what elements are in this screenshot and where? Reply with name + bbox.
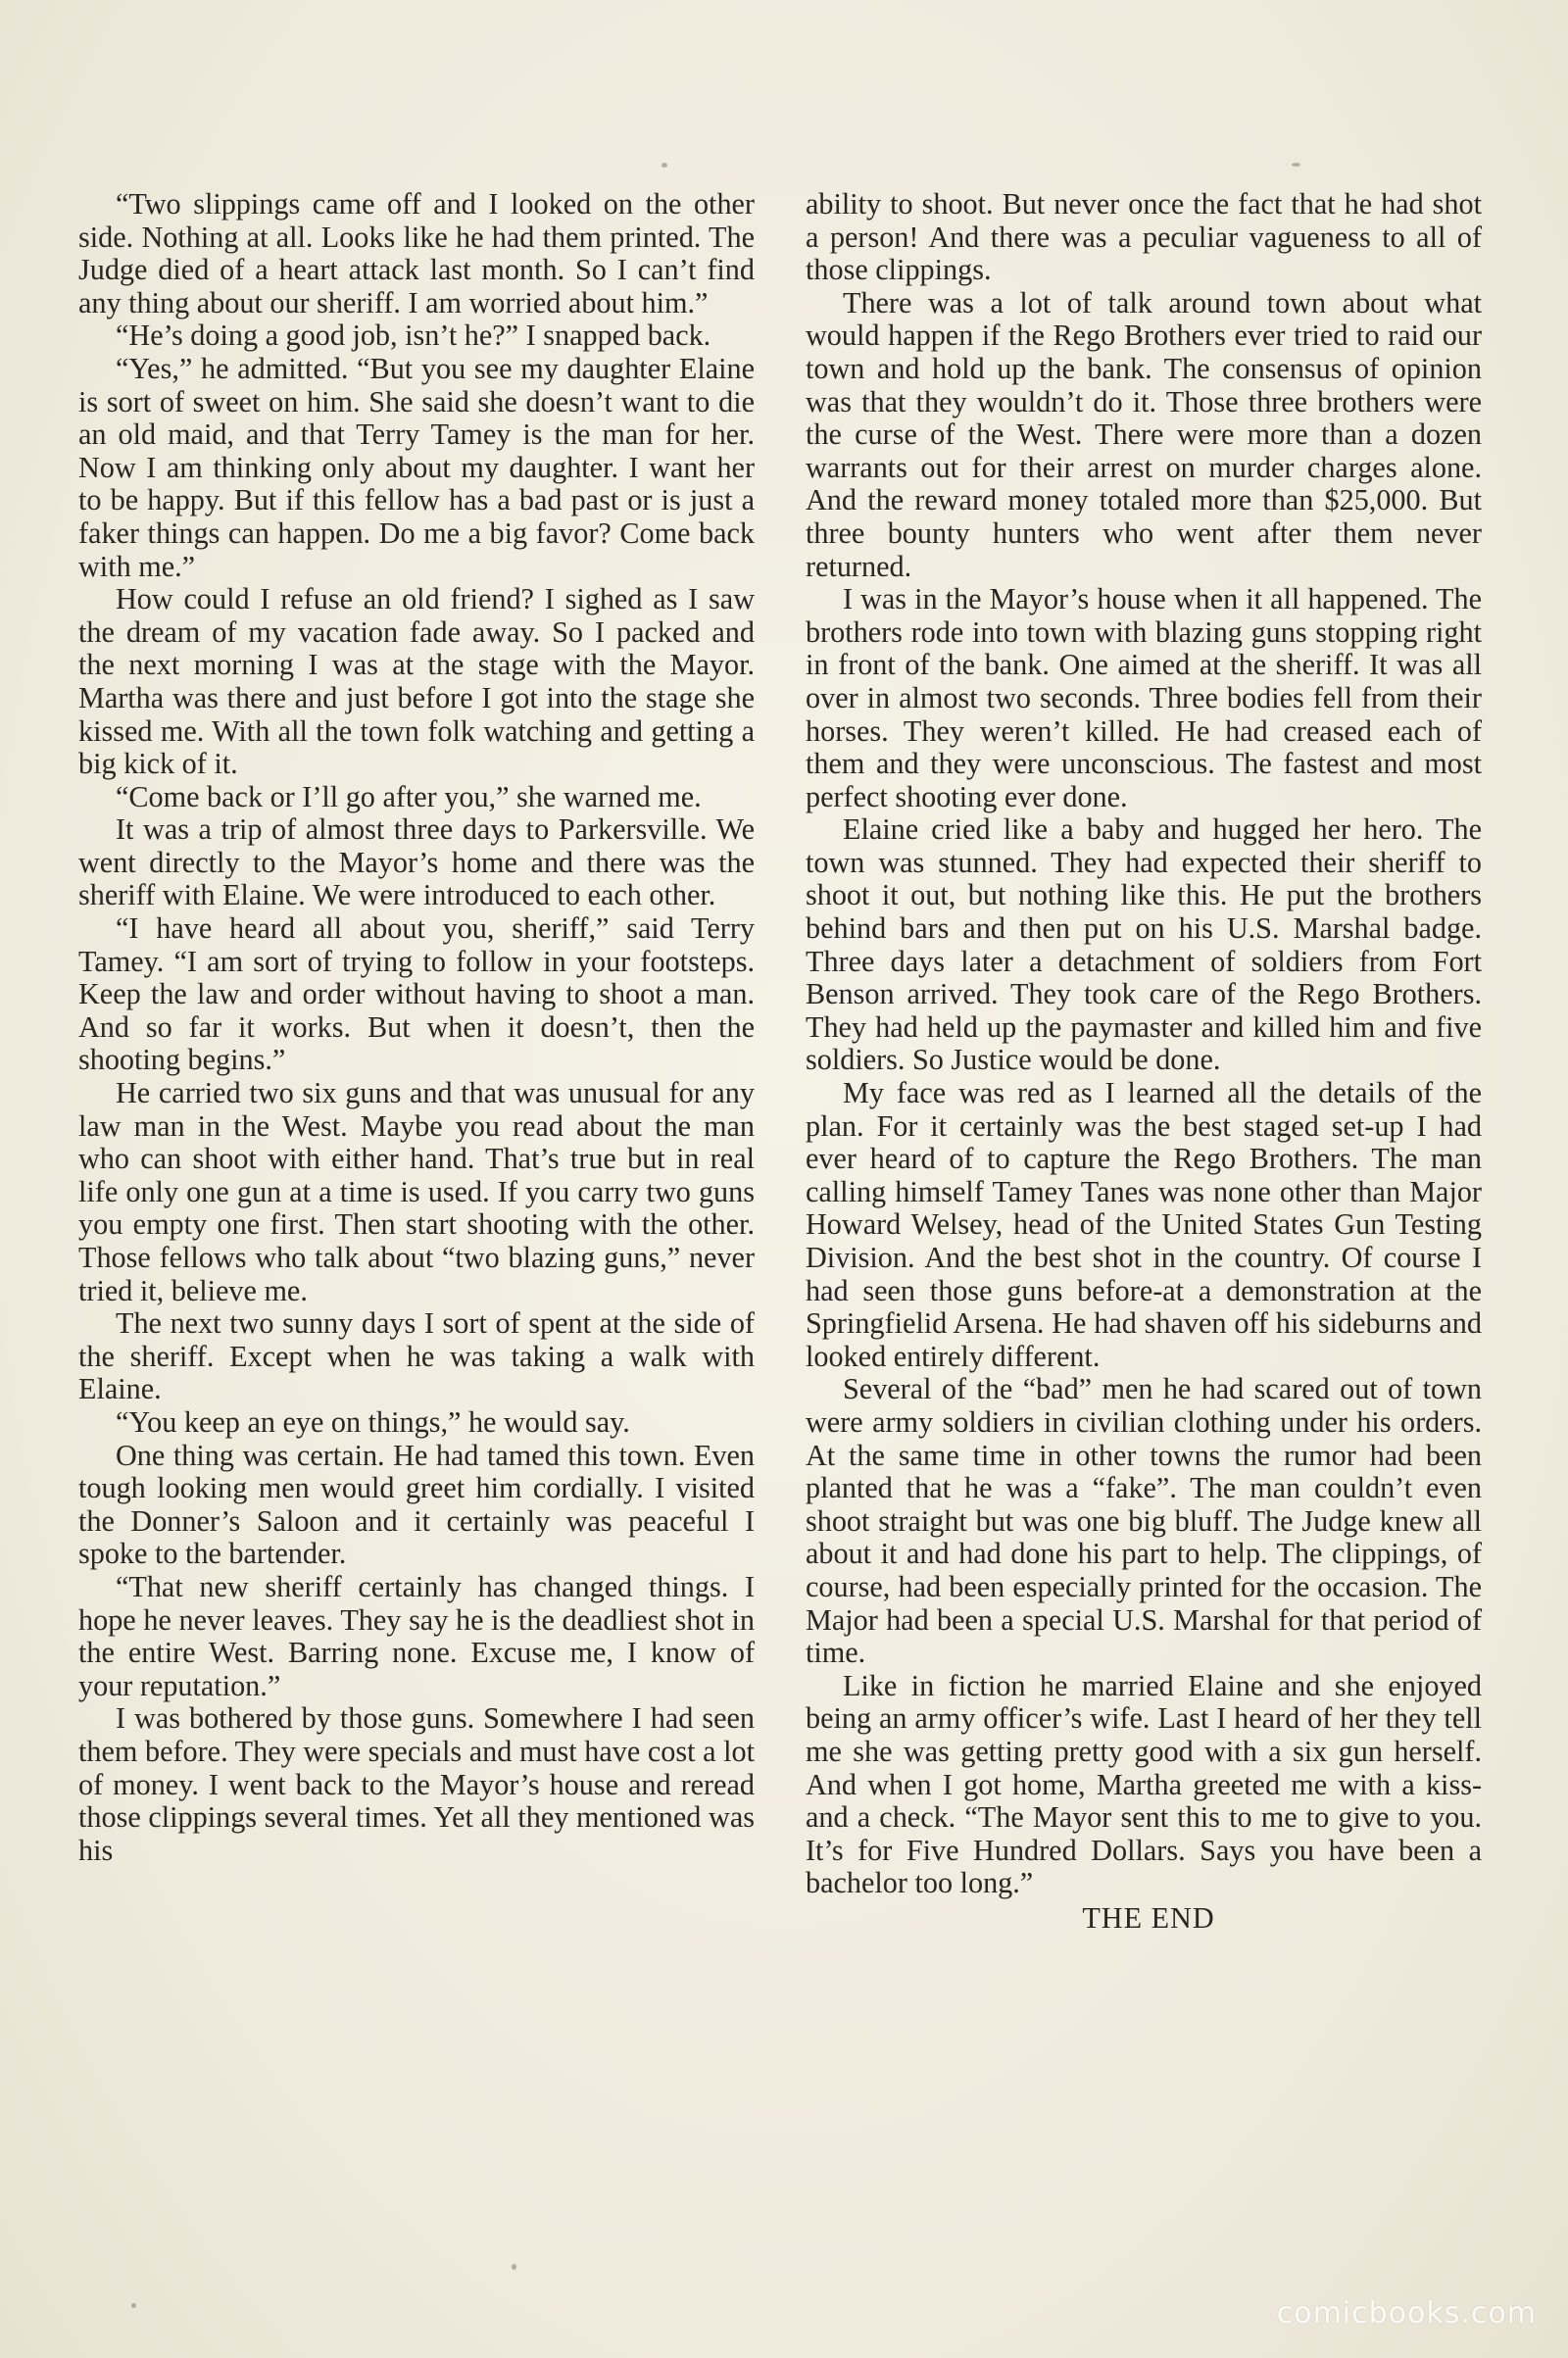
paragraph: “He’s doing a good job, isn’t he?” I snapped back. [116,319,711,353]
paragraph: Several of the “bad” men he had scared out of town were army soldiers in civilian clothing under his orders. At the same time in other towns the rumor had been planted that he was a “fake”. The man couldn’t even shoot straight but was one big bluff. The Judge knew all about it and had done his part to help. The clippings, of course, had been especially printed for the occasion. The Major had been a special U.S. Marshal for that period of time. [806,1372,1482,1670]
paper-speck [131,2303,136,2308]
paragraph: Like in fiction he married Elaine and she enjoyed being an army officer’s wife. Last I heard of her they tell me she was getting pretty good with a six gun herself. And when I got home, Martha greeted me with a kiss-and a check. “The Mayor sent this to me to give to you. It’s for Five Hundred Dollars. Says you have been a bachelor too long.” [806,1668,1482,1900]
paragraph: “I have heard all about you, sheriff,” said Terry Tamey. “I am sort of trying to follow in your footsteps. Keep the law and order without having to shoot a man. And so far it works. But when it doesn’t, then the shooting begins.” [78,911,755,1077]
paragraph: “Two slippings came off and I looked on the other side. Nothing at all. Looks like he had them printed. The Judge died of a heart attack last month. So I can’t find any thing about our sheriff. I am worried about him.” [78,187,755,319]
watermark-text: comicbooks.com [1276,2296,1537,2331]
paragraph: My face was red as I learned all the details of the plan. For it certainly was the best staged set-up I had ever heard of to capture the Rego Brothers. The man calling himself Tamey Tanes was none other than Major Howard Welsey, head of the United States Gun Testing Division. And the best shot in the country. Of course I had seen those guns before-at a demonstration at the Springfielid Arsena. He had shaven off his sideburns and looked entirely different. [806,1076,1482,1373]
paragraph: “That new sheriff certainly has changed things. I hope he never leaves. They say he is the deadliest shot in the entire West. Barring none. Excuse me, I know of your reputation.” [78,1569,755,1702]
paragraph: ability to shoot. But never once the fact that he had shot a person! And there was a peculiar vagueness to all of those clippings. [806,187,1482,287]
paragraph: I was in the Mayor’s house when it all happened. The brothers rode into town with blazing guns stopping right in front of the bank. One aimed at the sheriff. It was all over in almost two seconds. Three bodies fell from their horses. They weren’t killed. He had creased each of them and they were unconscious. The fastest and most perfect shooting ever done. [806,582,1482,813]
paragraph: Elaine cried like a baby and hugged her hero. The town was stunned. They had expected their sheriff to shoot it out, but nothing like this. He put the brothers behind bars and then put on his U.S. Marshal badge. Three days later a detachment of soldiers from Fort Benson arrived. They took care of the Rego Brothers. They had held up the paymaster and killed him and five soldiers. So Justice would be done. [806,812,1482,1077]
paragraph: One thing was certain. He had tamed this town. Even tough looking men would greet him cordially. I visited the Donner’s Saloon and it certainly was peaceful I spoke to the bartender. [78,1438,755,1571]
paragraph: How could I refuse an old friend? I sighed as I saw the dream of my vacation fade away. So I packed and the next morning I was at the stage with the Mayor. Martha was there and just before I got into the stage she kissed me. With all the town folk watching and getting a big kick of it. [78,582,755,781]
paragraph: “Come back or I’ll go after you,” she warned me. [116,779,702,813]
paper-speck [662,163,667,168]
paragraph: He carried two six guns and that was unusual for any law man in the West. Maybe you read about the man who can shoot with either hand. That’s true but in real life only one gun at a time is used. If you carry two guns you empty one first. Then start shooting with the other. Those fellows who talk about “two blazing guns,” never tried it, believe me. [78,1076,755,1307]
paper-speck [512,2264,516,2270]
paragraph: I was bothered by those guns. Somewhere I had seen them before. They were specials and must have cost a lot of money. I went back to the Mayor’s house and reread those clippings several times. Yet all they mentioned was his [78,1701,755,1867]
right-column [806,188,1482,1935]
paragraph: It was a trip of almost three days to Parkersville. We went directly to the Mayor’s home and there was the sheriff with Elaine. We were introduced to each other. [78,812,755,912]
left-column [78,188,755,1867]
paragraph: The next two sunny days I sort of spent at the side of the sheriff. Except when he was taking a walk with Elaine. [78,1306,755,1406]
the-end-label: THE END [1082,1900,1215,1935]
paragraph: “You keep an eye on things,” he would say. [116,1404,630,1439]
paragraph: There was a lot of talk around town about what would happen if the Rego Brothers ever tried to raid our town and hold up the bank. The consensus of opinion was that they wouldn’t do it. Those three brothers were the curse of the West. There were more than a dozen warrants out for their arrest on murder charges alone. And the reward money totaled more than $25,000. But three bounty hunters who went after them never returned. [806,285,1482,583]
paragraph: “Yes,” he admitted. “But you see my daughter Elaine is sort of sweet on him. She said she doesn’t want to die an old maid, and that Terry Tamey is the man for her. Now I am thinking only about my daughter. I want her to be happy. But if this fellow has a bad past or is just a faker things can happen. Do me a big favor? Come back with me.” [78,351,755,583]
paper-speck [1292,163,1300,167]
